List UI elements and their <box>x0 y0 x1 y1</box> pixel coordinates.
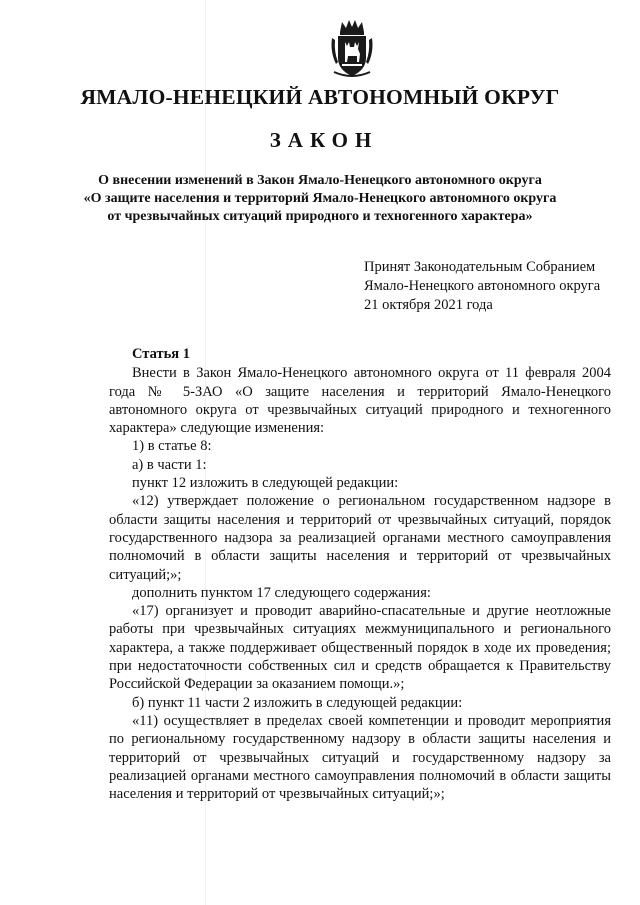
paragraph: «12) утверждает положение о региональном государственном надзоре в области защиты населения и территорий от чрезвычайных ситуаций, порядок государственного надзора за реализацией органами местного самоуправления полномочий в области защиты населения и территорий от чрезвычайных ситуаций;»; <box>109 493 611 583</box>
adoption-note <box>364 258 600 315</box>
law-subject <box>70 172 570 226</box>
subject-line-2: «О защите населения и территорий Ямало-Ненецкого автономного округа <box>83 191 557 206</box>
paragraph: а) в части 1: <box>132 456 207 473</box>
paragraph: 1) в статье 8: <box>132 438 212 455</box>
adoption-line-1: Принят Законодательным Собранием <box>364 259 596 275</box>
subject-line-1: О внесении изменений в Закон Ямало-Ненецкого автономного округа <box>98 173 542 188</box>
yamal-nenets-coat-of-arms-icon <box>330 18 374 80</box>
adoption-line-2: Ямало-Ненецкого автономного округа <box>364 278 601 294</box>
subject-line-3: от чрезвычайных ситуаций природного и техногенного характера» <box>107 209 533 224</box>
region-title: ЯМАЛО-НЕНЕЦКИЙ АВТОНОМНЫЙ ОКРУГ <box>80 85 560 109</box>
adoption-date: 21 октября 2021 года <box>364 297 493 313</box>
article-body <box>109 345 611 803</box>
paragraph: «11) осуществляет в пределах своей компетенции и проводит мероприятия по региональному государственному надзору в области защиты населения и территорий от чрезвычайных ситуаций и государственному надзору за реализацией органами местного самоуправления полномочий в области защиты населения и территорий от чрезвычайных ситуаций;»; <box>109 712 611 803</box>
paragraph: Внести в Закон Ямало-Ненецкого автономного округа от 11 февраля 2004 года № 5-ЗАО «О защите населения и территорий Ямало-Ненецкого автономного округа от чрезвычайных ситуаций природного и техногенного характера» следующие изменения: <box>109 365 611 437</box>
paragraph: пункт 12 изложить в следующей редакции: <box>132 475 399 492</box>
article-heading: Статья 1 <box>132 346 190 362</box>
paragraph: дополнить пунктом 17 следующего содержания: <box>132 584 431 601</box>
paragraph: «17) организует и проводит аварийно-спасательные и другие неотложные работы при чрезвычайных ситуациях межмуниципального и регионального характера, а также поддерживает общественный порядок в ходе их проведения; при недостаточности собственных сил и средств обращается к Правительству Российской Федерации за оказанием помощи.»; <box>109 603 611 693</box>
law-title: ЗАКОН <box>269 128 379 152</box>
paragraph: б) пункт 11 части 2 изложить в следующей редакции: <box>132 694 463 711</box>
